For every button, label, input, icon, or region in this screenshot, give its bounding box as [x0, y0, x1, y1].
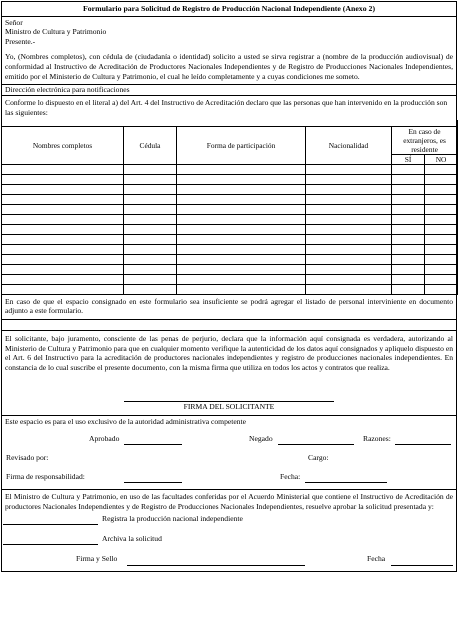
- oath-text: El solicitante, bajo juramento, consciente de las penas de perjurio, declara que la información aquí consignada es verdadera, autorizando al Ministerio de Cultura y Patrimonio para que en cualquier momento verifique la autenticidad de los datos aquí consignados y apliquelo dispuesto en el Art. 6 del Instructivo para la acreditación de productores nacionales independientes y registro de producciones nacionales independientes. En constancia de lo cual suscribe el presente documento, con la misma firma que utiliza en todos los actos y contratos que realiza.: [5, 334, 453, 372]
- form-title: Formulario para Solicitud de Registro de Producción Nacional Independiente (Anexo 2): [2, 2, 456, 17]
- table-row[interactable]: [2, 214, 458, 224]
- table-cell[interactable]: [306, 184, 392, 194]
- table-cell[interactable]: [392, 274, 425, 284]
- table-cell[interactable]: [2, 234, 124, 244]
- date-label: Fecha:: [280, 472, 301, 482]
- resolution-date-label: Fecha: [367, 554, 386, 564]
- table-cell[interactable]: [177, 274, 306, 284]
- table-cell[interactable]: [2, 204, 124, 214]
- header-id-number: Cédula: [124, 126, 177, 164]
- table-cell[interactable]: [425, 274, 458, 284]
- table-cell[interactable]: [2, 184, 124, 194]
- salutation-line-1: Señor: [5, 17, 23, 27]
- table-cell[interactable]: [124, 204, 177, 214]
- register-checkbox-line[interactable]: [3, 514, 98, 525]
- table-cell[interactable]: [306, 274, 392, 284]
- reasons-field[interactable]: [395, 434, 451, 445]
- header-no: NO: [425, 154, 458, 164]
- table-cell[interactable]: [124, 184, 177, 194]
- table-cell[interactable]: [124, 164, 177, 174]
- table-cell[interactable]: [124, 254, 177, 264]
- reviewed-by-label: Revisado por:: [6, 453, 49, 463]
- header-participation: Forma de participación: [177, 126, 306, 164]
- table-cell[interactable]: [2, 274, 124, 284]
- table-cell[interactable]: [2, 174, 124, 184]
- register-label: Registra la producción nacional independiente: [102, 514, 243, 524]
- table-cell[interactable]: [2, 244, 124, 254]
- archive-label: Archiva la solicitud: [102, 534, 162, 544]
- table-row[interactable]: [2, 244, 458, 254]
- table-cell[interactable]: [425, 214, 458, 224]
- table-cell[interactable]: [425, 224, 458, 234]
- sign-seal-field[interactable]: [127, 554, 305, 566]
- table-cell[interactable]: [2, 254, 124, 264]
- table-cell[interactable]: [124, 194, 177, 204]
- table-cell[interactable]: [124, 174, 177, 184]
- table-row[interactable]: [2, 284, 458, 294]
- intro-paragraph: Yo, (Nombres completos), con cédula de (ciudadanía o identidad) solicito a usted se sirva registrar a (nombre de la producción audiovisual) de conformidad al Instructivo de Acreditación de Productores Nacionales Independientes y de Registro de Producciones Nacionales Independientes, emitido por el Ministerio de Cultura y Patrimonio, el cual he leído completamente y a cuyas condiciones me someto.: [5, 52, 453, 81]
- table-cell[interactable]: [306, 224, 392, 234]
- table-row[interactable]: [2, 274, 458, 284]
- table-cell[interactable]: [177, 204, 306, 214]
- authority-note: Este espacio es para el uso exclusivo de la autoridad administrativa competente: [5, 416, 247, 426]
- header-residence: En caso de extranjeros, es residente: [392, 126, 458, 154]
- table-cell[interactable]: [306, 174, 392, 184]
- table-cell[interactable]: [425, 244, 458, 254]
- table-cell[interactable]: [392, 194, 425, 204]
- table-row[interactable]: [2, 184, 458, 194]
- table-cell[interactable]: [425, 284, 458, 294]
- table-cell[interactable]: [124, 274, 177, 284]
- salutation-line-2: Ministro de Cultura y Patrimonio: [5, 27, 107, 37]
- resolution-text: El Ministro de Cultura y Patrimonio, en uso de las facultades conferidas por el Acuerdo Ministerial que contiene el Instructivo de Acreditación de productores Nacionales Independientes y de Registro de Producciones Nacionales Independientes, resuelve aprobar la solicitud presentada y:: [5, 492, 453, 511]
- table-cell[interactable]: [306, 244, 392, 254]
- table-cell[interactable]: [124, 234, 177, 244]
- table-cell[interactable]: [392, 164, 425, 174]
- table-row[interactable]: [2, 164, 458, 174]
- table-cell[interactable]: [177, 174, 306, 184]
- table-row[interactable]: [2, 224, 458, 234]
- table-cell[interactable]: [177, 214, 306, 224]
- table-cell[interactable]: [392, 214, 425, 224]
- participants-table: [1, 120, 458, 295]
- article-block: [2, 96, 456, 120]
- header-yes: SÍ: [392, 154, 425, 164]
- table-cell[interactable]: [392, 184, 425, 194]
- applicant-signature-label: FIRMA DEL SOLICITANTE: [183, 402, 275, 411]
- table-cell[interactable]: [124, 214, 177, 224]
- table-cell[interactable]: [306, 234, 392, 244]
- table-cell[interactable]: [177, 164, 306, 174]
- table-cell[interactable]: [306, 194, 392, 204]
- responsible-signature-label: Firma de responsabilidad:: [6, 472, 85, 482]
- email-label: Dirección electrónica para notificaciones: [5, 85, 130, 95]
- table-cell[interactable]: [177, 194, 306, 204]
- table-cell[interactable]: [177, 254, 306, 264]
- salutation-line-3: Presente.-: [5, 36, 36, 46]
- date-field[interactable]: [305, 472, 387, 483]
- table-cell[interactable]: [425, 264, 458, 274]
- table-cell[interactable]: [2, 194, 124, 204]
- table-cell[interactable]: [177, 284, 306, 294]
- table-cell[interactable]: [177, 184, 306, 194]
- table-cell[interactable]: [2, 264, 124, 274]
- table-cell[interactable]: [306, 254, 392, 264]
- table-cell[interactable]: [425, 234, 458, 244]
- table-cell[interactable]: [177, 234, 306, 244]
- header-full-names: Nombres completos: [2, 126, 124, 164]
- approved-field[interactable]: [124, 434, 182, 445]
- table-cell[interactable]: [124, 244, 177, 254]
- table-cell[interactable]: [177, 244, 306, 254]
- table-cell[interactable]: [425, 184, 458, 194]
- table-cell[interactable]: [425, 164, 458, 174]
- table-cell[interactable]: [392, 174, 425, 184]
- sign-seal-label: Firma y Sello: [76, 554, 118, 564]
- position-label: Cargo:: [308, 453, 329, 463]
- denied-label: Negado: [249, 434, 273, 444]
- resolution-block: [2, 490, 456, 571]
- table-cell[interactable]: [425, 204, 458, 214]
- table-cell[interactable]: [392, 234, 425, 244]
- table-cell[interactable]: [392, 284, 425, 294]
- table-cell[interactable]: [306, 164, 392, 174]
- table-row[interactable]: [2, 254, 458, 264]
- table-cell[interactable]: [2, 214, 124, 224]
- salutation-block: [2, 17, 456, 86]
- table-cell[interactable]: [124, 224, 177, 234]
- oath-block: [2, 331, 456, 416]
- archive-checkbox-line[interactable]: [3, 534, 98, 545]
- table-row[interactable]: [2, 174, 458, 184]
- table-cell[interactable]: [2, 224, 124, 234]
- table-cell[interactable]: [392, 254, 425, 264]
- table-row[interactable]: [2, 264, 458, 274]
- table-cell[interactable]: [306, 214, 392, 224]
- space-note: En caso de que el espacio consignado en este formulario sea insuficiente se podrá agregar el listado de personal interviniente en documento adjunto a este formulario.: [2, 295, 456, 320]
- table-cell[interactable]: [392, 244, 425, 254]
- table-cell[interactable]: [425, 174, 458, 184]
- approved-label: Aprobado: [89, 434, 120, 444]
- denied-field[interactable]: [278, 434, 354, 445]
- reasons-label: Razones:: [363, 434, 391, 444]
- table-cell[interactable]: [2, 284, 124, 294]
- authority-block: [2, 416, 456, 491]
- table-cell[interactable]: [124, 284, 177, 294]
- article-text: Conforme lo dispuesto en el literal a) del Art. 4 del Instructivo de Acreditación declaro que las personas que han intervenido en la producción son las siguientes:: [5, 98, 448, 117]
- table-cell[interactable]: [425, 254, 458, 264]
- resolution-date-field[interactable]: [391, 554, 453, 566]
- responsible-signature-field[interactable]: [124, 472, 182, 483]
- email-field[interactable]: [2, 85, 456, 96]
- table-cell[interactable]: [306, 204, 392, 214]
- table-row[interactable]: [2, 194, 458, 204]
- table-cell[interactable]: [392, 204, 425, 214]
- table-cell[interactable]: [306, 264, 392, 274]
- table-row[interactable]: [2, 234, 458, 244]
- table-cell[interactable]: [392, 264, 425, 274]
- table-cell[interactable]: [425, 194, 458, 204]
- table-row[interactable]: [2, 204, 458, 214]
- table-cell[interactable]: [124, 264, 177, 274]
- spacer-row: [2, 320, 456, 331]
- registration-form: [1, 1, 457, 572]
- table-cell[interactable]: [177, 224, 306, 234]
- table-cell[interactable]: [2, 164, 124, 174]
- table-cell[interactable]: [392, 224, 425, 234]
- table-cell[interactable]: [177, 264, 306, 274]
- table-cell[interactable]: [306, 284, 392, 294]
- header-nationality: Nacionalidad: [306, 126, 392, 164]
